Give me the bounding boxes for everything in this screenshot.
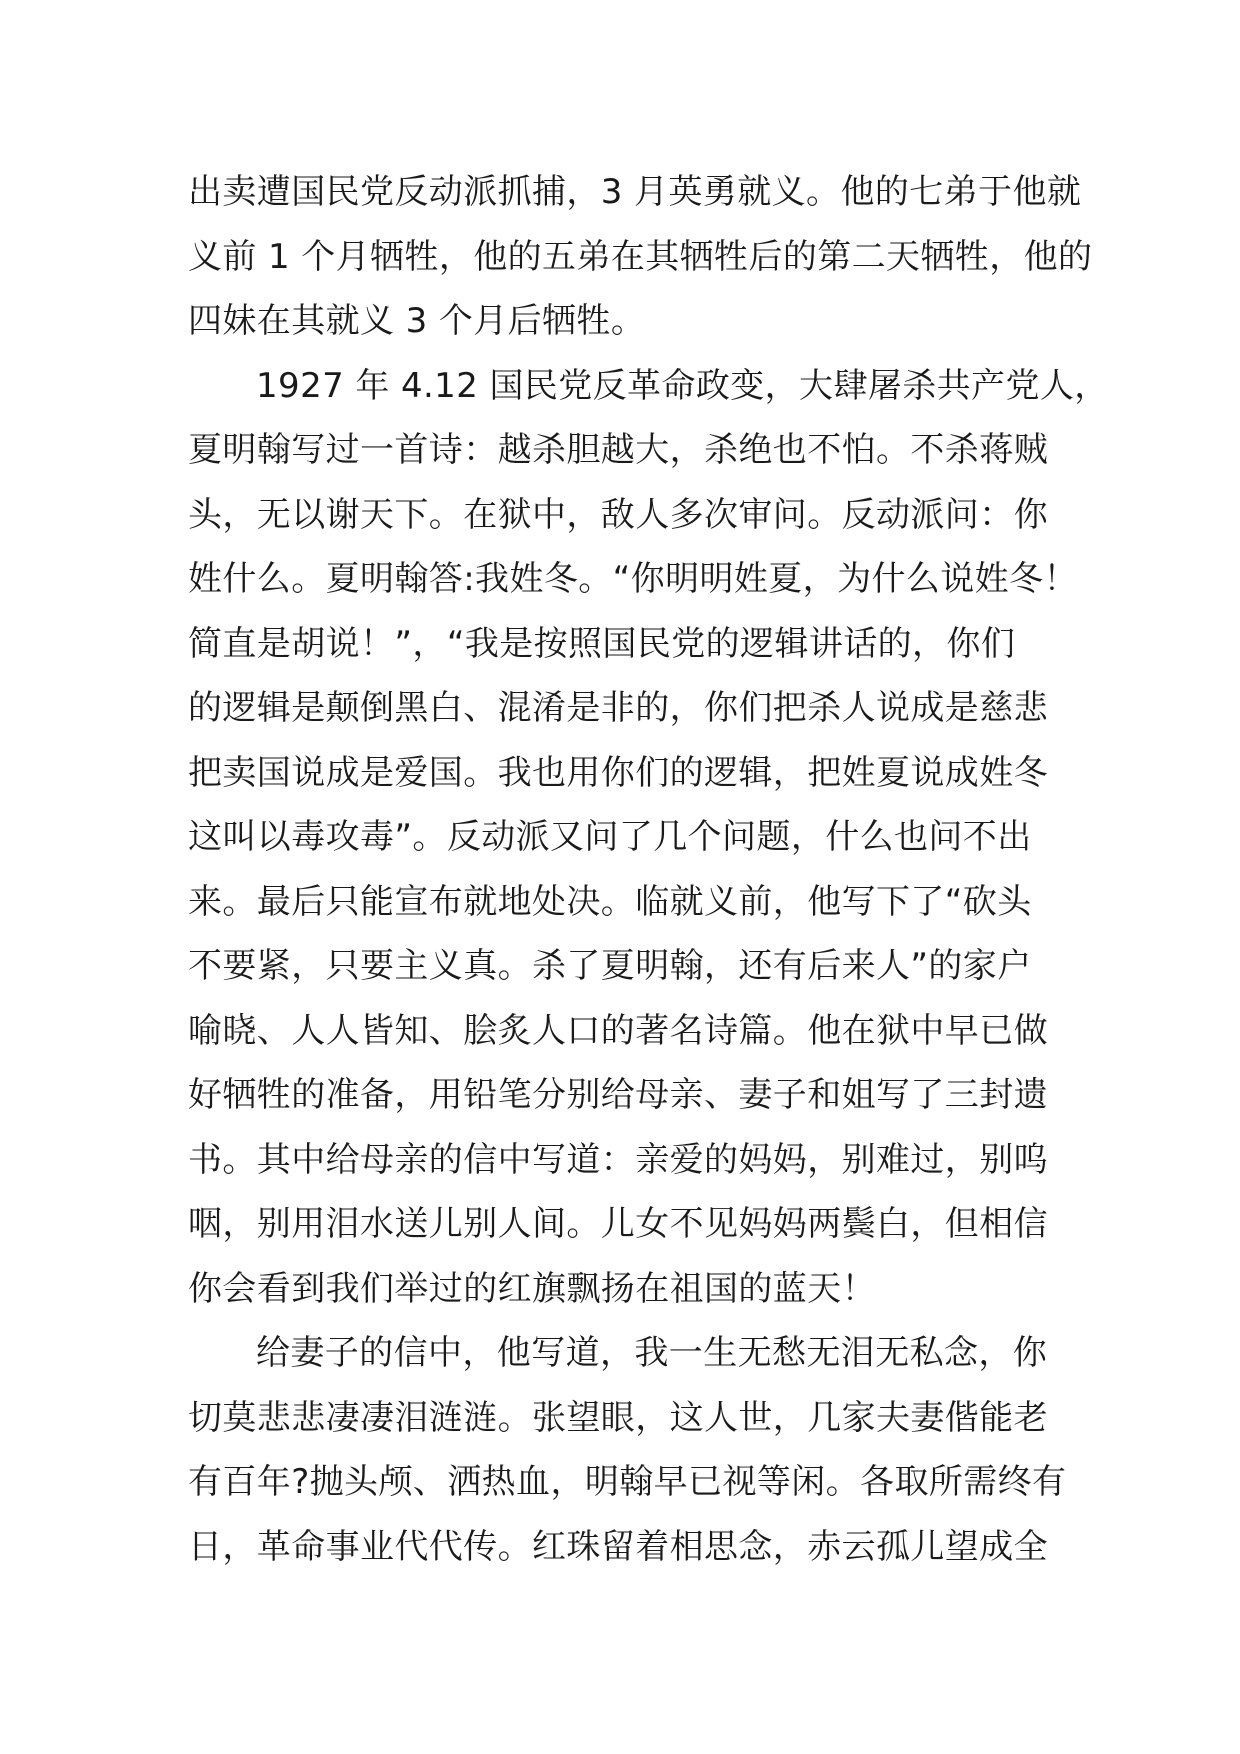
text-line: 好牺牲的准备，用铅笔分别给母亲、妻子和姐写了三封遗 [188,1075,1048,1115]
text-line: 头，无以谢天下。在狱中，敌人多次审问。反动派问：你 [188,494,1048,535]
text-line: 姓什么。夏明翰答:我姓冬。“你明明姓夏，为什么说姓冬！ [188,559,1078,599]
text-line: 咽，别用泪水送儿别人间。儿女不见妈妈两鬓白，但相信 [188,1204,1048,1244]
paragraph-start-line: 给妻子的信中，他写道，我一生无愁无泪无私念，你 [256,1333,1048,1373]
text-line: 出卖遭国民党反动派抓捕，3 月英勇就义。他的七弟于他就 [188,172,1082,212]
text-line: 的逻辑是颠倒黑白、混淆是非的，你们把杀人说成是慈悲 [188,688,1048,728]
text-line: 切莫悲悲凄凄泪涟涟。张望眼，这人世，几家夫妻偕能老 [188,1397,1048,1438]
text-line: 你会看到我们举过的红旗飘扬在祖国的蓝天！ [188,1268,876,1309]
text-line: 不要紧，只要主义真。杀了夏明翰，还有后来人”的家户 [188,946,1032,986]
text-line: 书。其中给母亲的信中写道：亲爱的妈妈，别难过，别呜 [188,1139,1048,1180]
text-line: 喻晓、人人皆知、脍炙人口的著名诗篇。他在狱中早已做 [188,1010,1048,1051]
text-line: 四妹在其就义 3 个月后牺牲。 [188,301,646,341]
text-line: 夏明翰写过一首诗：越杀胆越大，杀绝也不怕。不杀蒋贼 [188,430,1048,470]
text-line: 来。最后只能宣布就地处决。临就义前，他写下了“砍头 [188,881,1032,922]
text-line: 这叫以毒攻毒”。反动派又问了几个问题，什么也问不出 [188,817,1032,857]
text-line: 义前 1 个月牺牲，他的五弟在其牺牲后的第二天牺牲，他的 [188,236,1093,277]
text-line: 简直是胡说！”，“我是按照国民党的逻辑讲话的，你们 [188,623,1016,664]
text-line: 日，革命事业代代传。红珠留着相思念，赤云孤儿望成全 [188,1526,1048,1567]
text-line: 把卖国说成是爱国。我也用你们的逻辑，把姓夏说成姓冬 [188,752,1048,793]
paragraph-start-line: 1927 年 4.12 国民党反革命政变，大肆屠杀共产党人， [256,365,1109,406]
body-text [188,160,1109,1579]
text-line: 有百年?抛头颅、洒热血，明翰早已视等闲。各取所需终有 [188,1462,1067,1502]
